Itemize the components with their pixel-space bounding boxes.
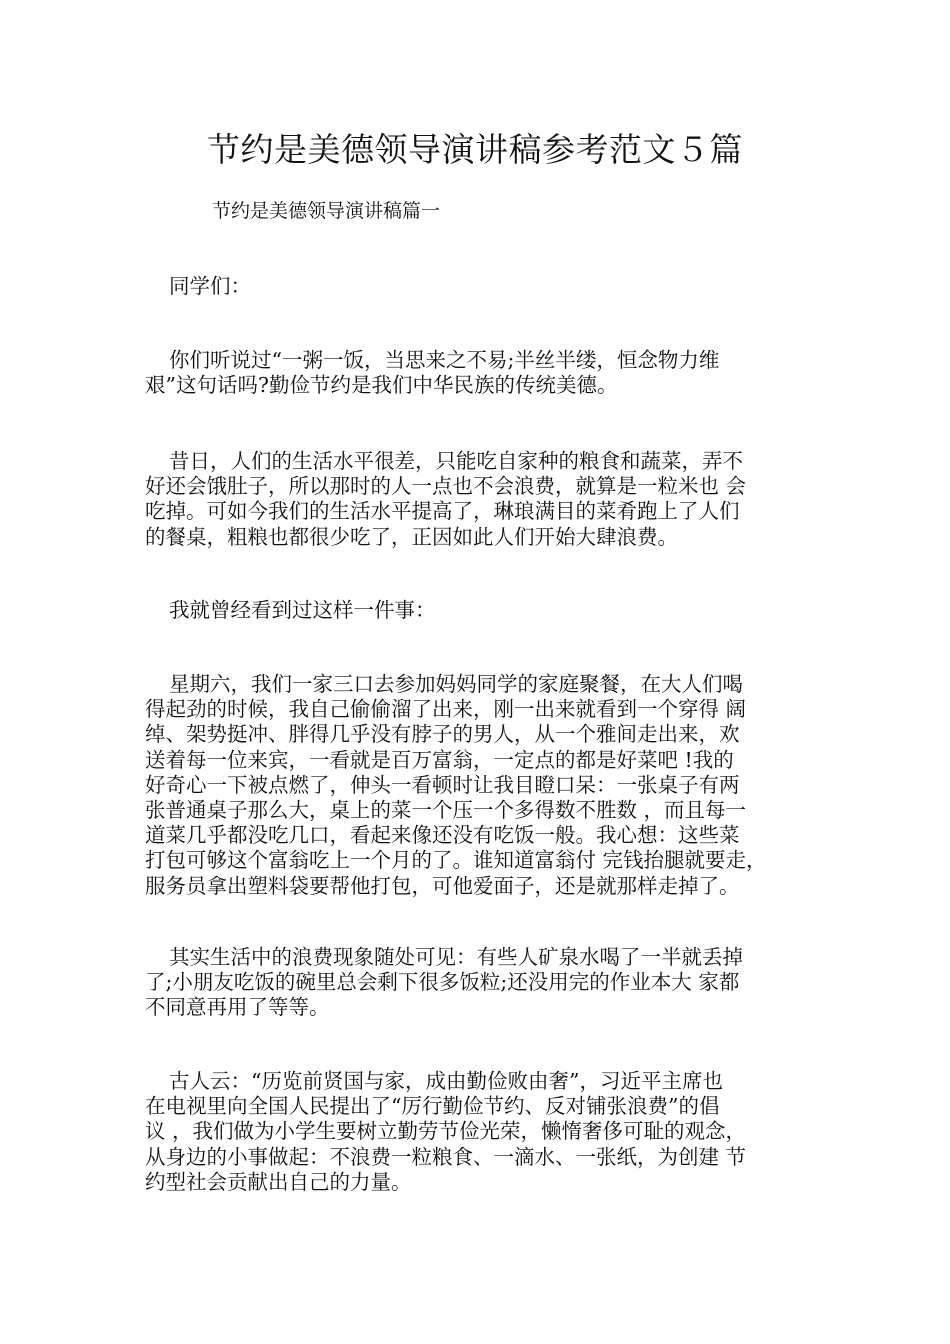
paragraph-line: 星期六，我们一家三口去参加妈妈同学的家庭聚餐，在大人们喝	[169, 672, 743, 696]
paragraph-line: 古人云：“历览前贤国与家，成由勤俭败由奢”，习近平主席也	[169, 1069, 723, 1093]
document-title: 节约是美德领导演讲稿参考范文５篇	[207, 130, 743, 169]
paragraph-line: 你们听说过“一粥一饭，当思来之不易;半丝半缕，恒念物力维	[169, 348, 720, 372]
paragraph-line: 议 ，我们做为小学生要树立勤劳节俭光荣，懒惰奢侈可耻的观念，	[145, 1119, 747, 1144]
paragraph-waste	[145, 945, 810, 1021]
paragraph-line: 同学们：	[169, 274, 251, 298]
paragraph-line: 打包可够这个富翁吃上一个月的了。谁知道富翁付 完钱抬腿就要走，	[145, 848, 767, 873]
paragraph-line: 得起劲的时候，我自己偷偷溜了出来，刚一出来就看到一个穿得 阔	[145, 697, 747, 722]
paragraph-intro	[145, 348, 810, 398]
document-subtitle: 节约是美德领导演讲稿篇一	[212, 200, 441, 222]
paragraph-line: 好奇心一下被点燃了，伸头一看顿时让我目瞪口呆：一张桌子有两	[145, 772, 740, 797]
paragraph-line: 从身边的小事做起：不浪费一粒粮食、一滴水、一张纸，为创建 节	[145, 1144, 747, 1169]
paragraph-event-intro	[145, 598, 810, 623]
paragraph-line: 送着每一位来宾，一看就是百万富翁，一定点的都是好菜吧 !我的	[145, 747, 734, 772]
paragraph-conclusion	[145, 1069, 810, 1195]
paragraph-line: 不同意再用了等等。	[145, 995, 330, 1020]
paragraph-greeting	[145, 274, 810, 299]
paragraph-line: 我就曾经看到过这样一件事：	[169, 598, 436, 622]
paragraph-line: 张普通桌子那么大，桌上的菜一个压一个多得数不胜数 ，而且每一	[145, 798, 747, 823]
paragraph-line: 吃掉。可如今我们的生活水平提高了，琳琅满目的菜肴跑上了人们	[145, 499, 740, 524]
paragraph-line: 的餐桌，粗粮也都很少吃了，正因如此人们开始大肆浪费。	[145, 524, 678, 549]
paragraph-line: 了;小朋友吃饭的碗里总会剩下很多饭粒;还没用完的作业本大 家都	[145, 970, 740, 995]
paragraph-line: 好还会饿肚子，所以那时的人一点也不会浪费，就算是一粒米也 会	[145, 474, 747, 499]
paragraph-story	[145, 672, 810, 899]
paragraph-line: 艰”这句话吗?勤俭节约是我们中华民族的传统美德。	[145, 373, 618, 398]
paragraph-line: 在电视里向全国人民提出了“厉行勤俭节约、反对铺张浪费”的倡	[145, 1094, 720, 1119]
paragraph-line: 服务员拿出塑料袋要帮他打包，可他爱面子，还是就那样走掉了。	[145, 873, 740, 898]
paragraph-line: 道菜几乎都没吃几口，看起来像还没有吃饭一般。我心想：这些菜	[145, 823, 740, 848]
paragraph-line: 昔日，人们的生活水平很差，只能吃自家种的粮食和蔬菜，弄不	[169, 449, 743, 473]
paragraph-line: 绰、架势挺冲、胖得几乎没有脖子的男人，从一个雅间走出来，欢	[145, 722, 740, 747]
paragraph-line: 其实生活中的浪费现象随处可见：有些人矿泉水喝了一半就丢掉	[169, 945, 743, 969]
paragraph-line: 约型社会贡献出自己的力量。	[145, 1169, 412, 1194]
paragraph-past	[145, 449, 810, 550]
